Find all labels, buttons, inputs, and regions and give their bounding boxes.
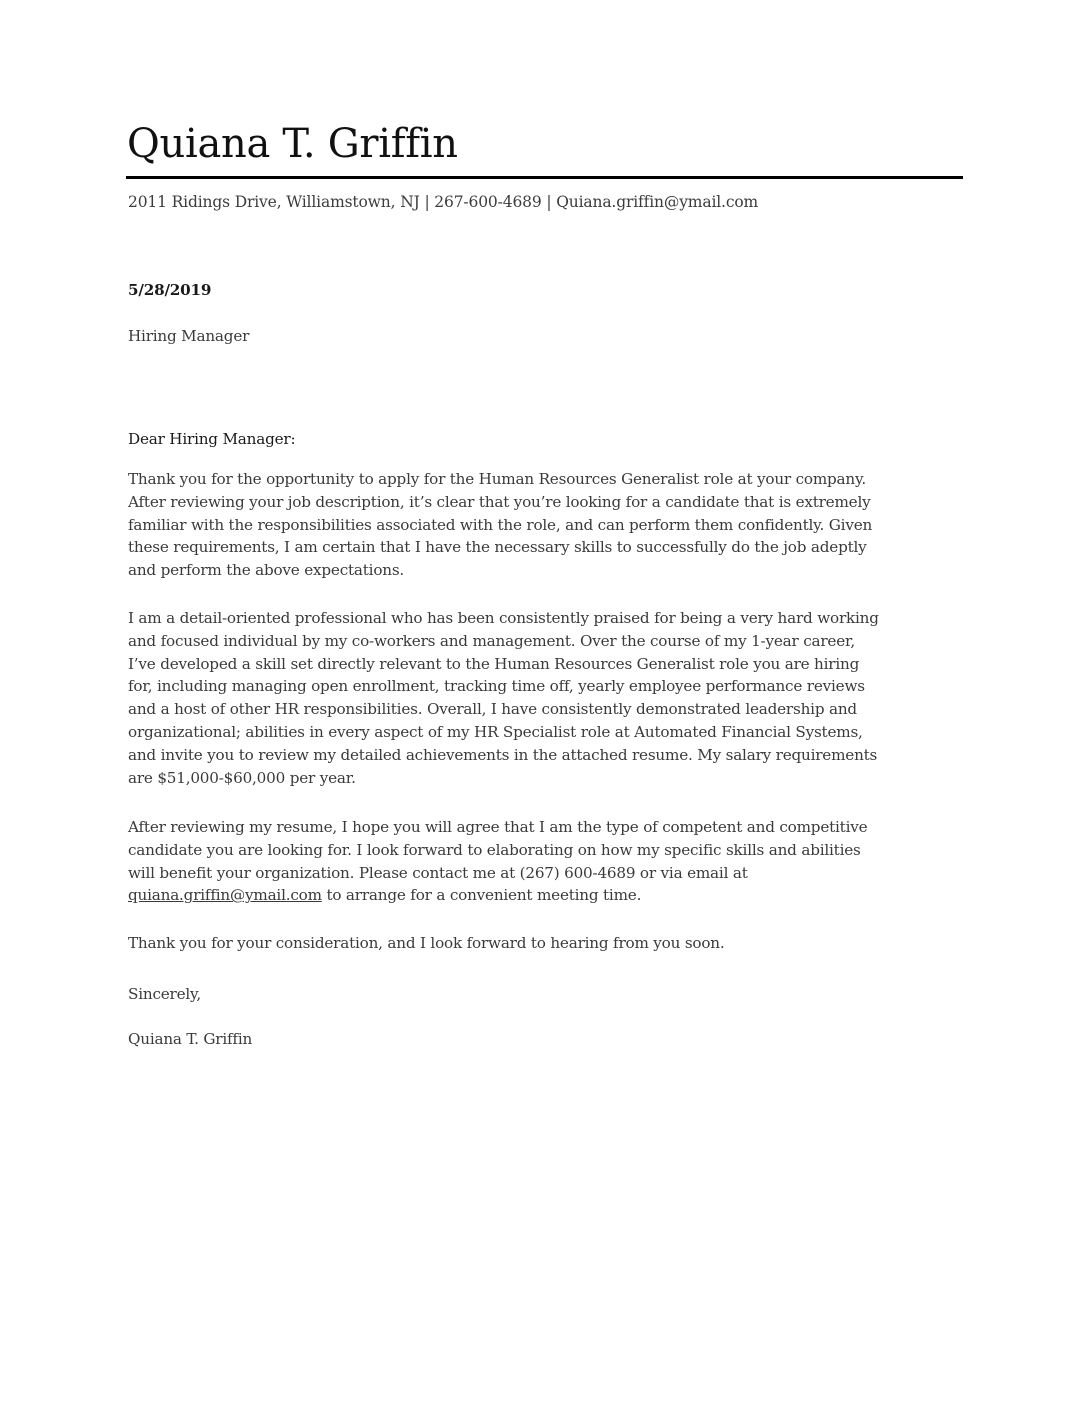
paragraph-line: these requirements, I am certain that I have the necessary skills to successfully do the job adeptly [128, 538, 867, 557]
paragraph-line: I am a detail-oriented professional who has been consistently praised for being a very hard working [128, 609, 879, 627]
header-divider [126, 176, 963, 179]
closing-line: Thank you for your consideration, and I look forward to hearing from you soon. [128, 934, 725, 952]
paragraph-line: are $51,000-$60,000 per year. [128, 768, 356, 787]
paragraph-line: and focused individual by my co-workers and management. Over the course of my 1-year career, [128, 631, 856, 650]
sender-name-heading: Quiana T. Griffin [127, 121, 458, 167]
signature-name: Quiana T. Griffin [128, 1030, 253, 1048]
paragraph-line-with-link [128, 884, 867, 907]
paragraph-line: for, including managing open enrollment, tracking time off, yearly employee performance reviews [128, 677, 865, 696]
letter-date: 5/28/2019 [128, 281, 212, 299]
body-paragraph-3 [128, 816, 867, 907]
paragraph-line: and perform the above expectations. [128, 561, 405, 580]
paragraph-line: and a host of other HR responsibilities. Overall, I have consistently demonstrated leadership and [128, 700, 857, 719]
paragraph-line: After reviewing my resume, I hope you will agree that I am the type of competent and competitive [128, 818, 868, 836]
paragraph-line-rest: to arrange for a convenient meeting time. [321, 886, 642, 905]
body-paragraph-1 [128, 468, 872, 582]
paragraph-line: After reviewing your job description, it’s clear that you’re looking for a candidate that is extremely [128, 492, 871, 511]
paragraph-line: candidate you are looking for. I look forward to elaborating on how my specific skills and abilities [128, 840, 861, 859]
paragraph-line: and invite you to review my detailed achievements in the attached resume. My salary requirements [128, 745, 878, 764]
paragraph-line: will benefit your organization. Please contact me at (267) 600-4689 or via email at [128, 863, 748, 882]
paragraph-line: organizational; abilities in every aspect of my HR Specialist role at Automated Financial Systems, [128, 722, 863, 741]
salutation: Dear Hiring Manager: [128, 430, 296, 448]
body-paragraph-2 [128, 607, 879, 789]
sign-off: Sincerely, [128, 985, 202, 1003]
email-link[interactable]: quiana.griffin@ymail.com [128, 886, 322, 905]
paragraph-line: Thank you for the opportunity to apply for the Human Resources Generalist role at your company. [128, 470, 866, 488]
paragraph-line: I’ve developed a skill set directly relevant to the Human Resources Generalist role you are hiring [128, 654, 860, 673]
contact-info-line: 2011 Ridings Drive, Williamstown, NJ | 267-600-4689 | Quiana.griffin@ymail.com [128, 193, 759, 211]
paragraph-line: familiar with the responsibilities associated with the role, and can perform them confidently. Given [128, 515, 873, 534]
recipient-name: Hiring Manager [128, 327, 250, 345]
